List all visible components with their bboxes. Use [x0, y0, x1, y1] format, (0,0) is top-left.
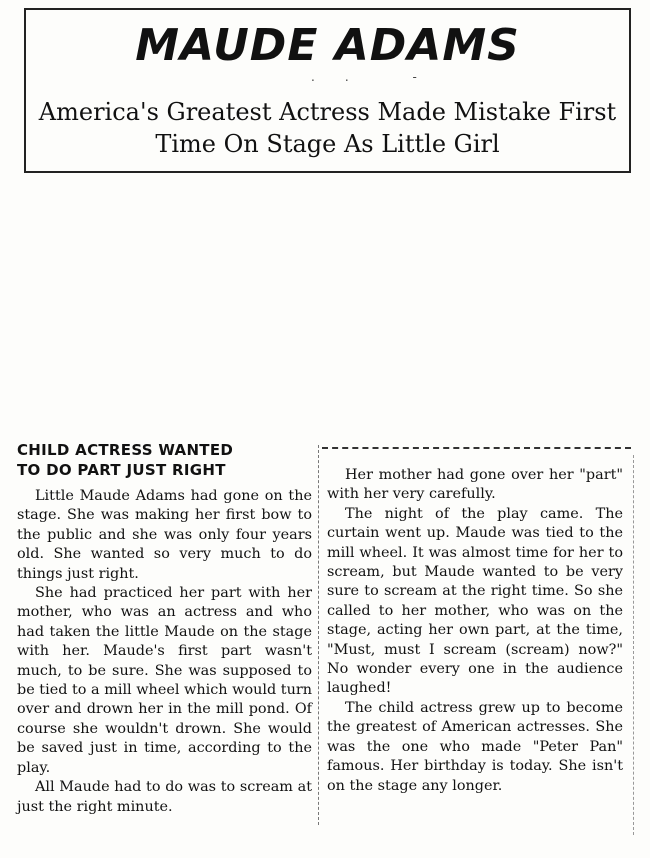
section-heading-line-2: TO DO PART JUST RIGHT — [17, 461, 226, 479]
article-subtitle — [26, 96, 629, 160]
right-edge-rule — [633, 455, 634, 835]
column-1-paragraph-3: All Maude had to do was to scream at just the right minute. — [17, 779, 312, 815]
column-2-paragraph-2: The night of the play came. The curtain went up. Maude was tied to the mill wheel. It was almost time for her to scream, but Maude wanted to be very sure to scream at the right time. So she called to her mother, who was on the stage, acting her own part, at the time, "Must, must I scream (scream) now?" No wonder every one in the audience laughed! — [327, 505, 623, 697]
section-heading — [17, 440, 317, 480]
column-1-paragraph-2: She had practiced her part with her mother, who was an actress and who had taken the little Maude on the stage with her. Maude's first part wasn't much, to be sure. She was supposed to be tied to a mill wheel which would turn over and drown her in the mill pond. Of course she wouldn't drown. She would be saved just in time, according to the play. — [17, 585, 312, 776]
column-top-rule — [322, 447, 631, 449]
article-title: MAUDE ADAMS — [135, 20, 520, 71]
column-divider — [318, 445, 319, 825]
subtitle-line-2: Time On Stage As Little Girl — [155, 130, 500, 158]
column-1 — [17, 487, 312, 817]
column-1-paragraph-1: Little Maude Adams had gone on the stage. She was making her first bow to the public and she was only four years old. She wanted so very much to do things just right. — [17, 488, 312, 582]
headline-box — [24, 8, 631, 173]
column-2-paragraph-1: Her mother had gone over her "part" with her very carefully. — [327, 467, 623, 503]
section-heading-line-1: CHILD ACTRESS WANTED — [17, 441, 234, 459]
column-2-paragraph-3: The child actress grew up to become the greatest of American actresses. She was the one who made "Peter Pan" famous. Her birthday is today. She isn't on the stage any longer. — [327, 699, 623, 794]
subtitle-line-1: America's Greatest Actress Made Mistake First — [38, 98, 617, 126]
column-2 — [327, 466, 623, 796]
title-ornament: .. - — [311, 70, 447, 84]
